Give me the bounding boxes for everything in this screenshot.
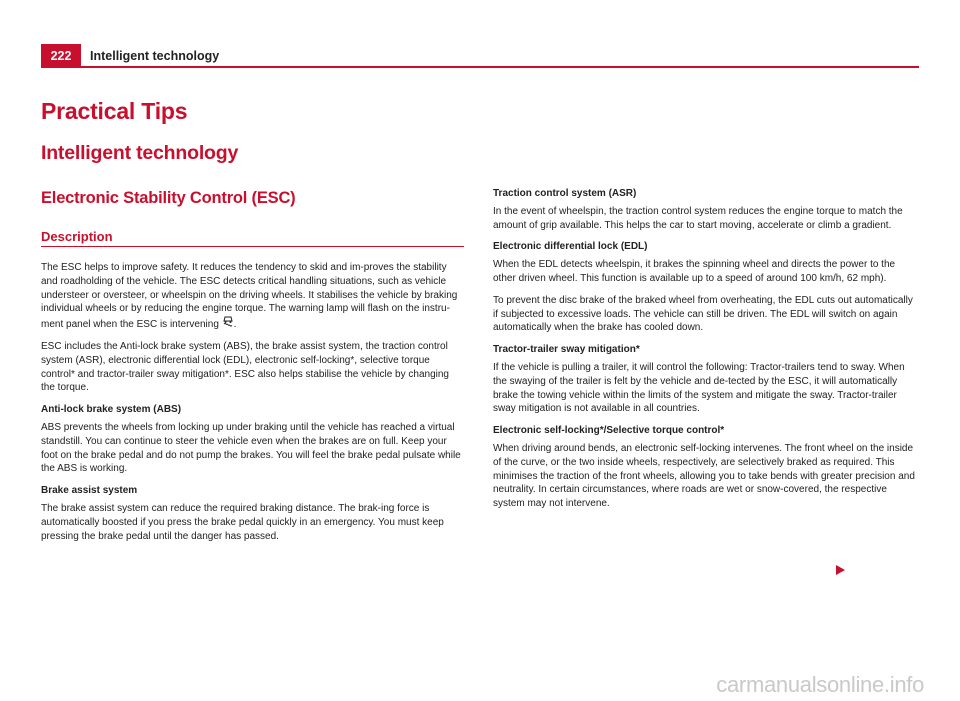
trailer-sway-subheading: Tractor-trailer sway mitigation*: [493, 344, 640, 356]
esc-intro-end: .: [233, 319, 237, 331]
asr-paragraph: In the event of wheelspin, the traction control system reduces the engine torque to match the amount of grip available. This helps the car to start moving, accelerate or climb a gradient.: [493, 205, 903, 231]
right-column: [493, 187, 917, 519]
description-rule: [41, 246, 464, 247]
header-rule: [81, 66, 919, 68]
continue-arrow-icon: [836, 565, 845, 575]
esc-skid-warning-icon: [222, 316, 234, 327]
esc-includes-paragraph: ESC includes the Anti-lock brake system (ABS), the brake assist system, the traction control system (ASR), electronic differential lock (EDL), electronic self-locking*, selective torque control* and tractor-trailer sway mitigation*. ESC also helps stabilise the vehicle by changing the torque.: [41, 340, 449, 394]
edl-paragraph-2: To prevent the disc brake of the braked wheel from overheating, the EDL cuts out automatically if subjected to excessive loads. The vehicle can still be driven. The EDL will switch on again automatically when the brake has cooled down.: [493, 294, 913, 334]
brake-assist-paragraph: The brake assist system can reduce the required braking distance. The brak-ing force is automatically boosted if you press the brake pedal quickly in an emergency. You must keep pressing the brake pedal until the danger has passed.: [41, 502, 444, 542]
abs-subheading: Anti-lock brake system (ABS): [41, 404, 182, 416]
esc-intro-text: The ESC helps to improve safety. It reduces the tendency to skid and im-proves the stability and roadholding of the vehicle. The ESC detects critical handling situations, such as vehicle understeer or oversteer, or wheelspin on the driving wheels. It stabilises the vehicle by braking individual wheels or by reducing the engine torque. The warning lamp will flash on the instru-ment panel when the ESC is intervening: [41, 262, 458, 331]
trailer-sway-paragraph: If the vehicle is pulling a trailer, it will control the following: Tractor-trailers tend to sway. When the swaying of the trailer is felt by the vehicle and de-tected by the ESC, it will automatically brake the towing vehicle within the limits of the system and mitigate the sway. Tractor-trailer sway mitigation is not available in all countries.: [493, 361, 905, 415]
brake-assist-subheading: Brake assist system: [41, 485, 138, 497]
left-column: [41, 261, 465, 551]
site-watermark: carmanualsonline.info: [716, 672, 924, 697]
self-locking-subheading: Electronic self-locking*/Selective torque control*: [493, 425, 725, 437]
page-number: 222: [41, 44, 81, 68]
chapter-heading: Practical Tips: [41, 98, 188, 124]
asr-subheading: Traction control system (ASR): [493, 188, 637, 199]
subsection-heading: Electronic Stability Control (ESC): [41, 189, 296, 207]
edl-subheading: Electronic differential lock (EDL): [493, 241, 648, 253]
description-heading: Description: [41, 229, 113, 244]
esc-intro-paragraph: [41, 261, 465, 332]
running-header-title: Intelligent technology: [90, 49, 220, 63]
section-heading: Intelligent technology: [41, 142, 239, 164]
abs-paragraph: ABS prevents the wheels from locking up under braking until the vehicle has reached a virtual standstill. You can continue to steer the vehicle even when the brakes are on full. Keep your foot on the brake pedal and do not pump the brakes. You will feel the brake pedal pulsate while the ABS is working.: [41, 421, 461, 475]
self-locking-paragraph: When driving around bends, an electronic self-locking intervenes. The front wheel on the inside of the curve, or the two inside wheels, respectively, are selectively braked as required. This minimises the traction of the front wheels, allowing you to take bends with greater precision and neutrality. In certain circumstances, where roads are wet or snow-covered, the respective system may not intervene.: [493, 442, 915, 510]
edl-paragraph-1: When the EDL detects wheelspin, it brakes the spinning wheel and directs the power to the other driven wheel. This function is available up to a speed of around 100 km/h, 62 mph).: [493, 259, 896, 284]
